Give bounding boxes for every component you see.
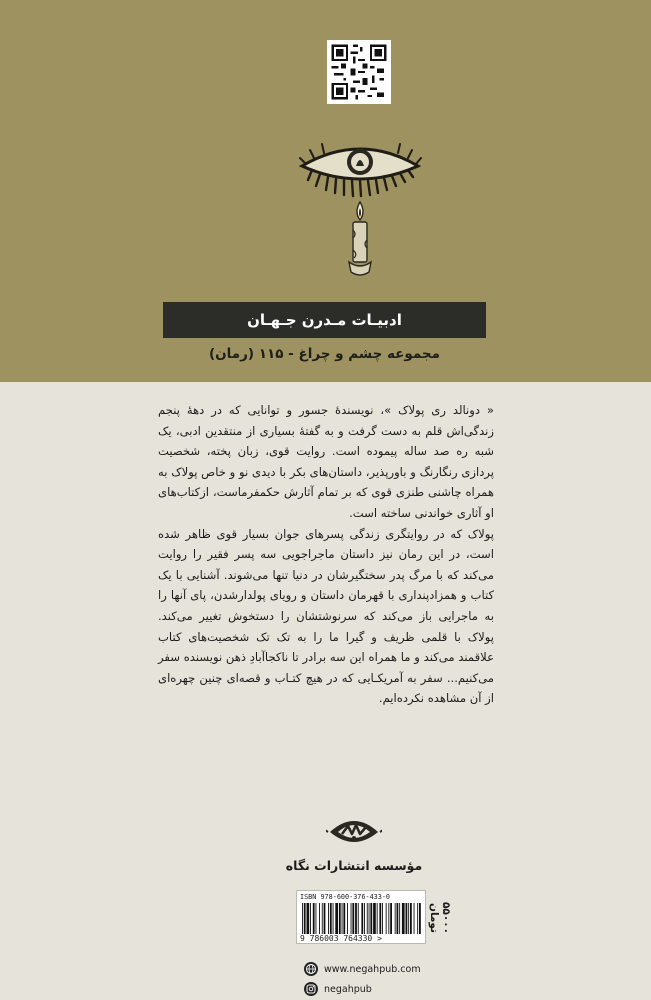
back-cover-blurb [158, 400, 494, 709]
price-label: ۵۵۰۰۰ تومان [428, 901, 452, 935]
instagram-icon [304, 982, 318, 996]
series-title-banner [163, 302, 486, 338]
globe-icon [304, 962, 318, 976]
isbn-barcode [296, 890, 426, 944]
publisher-name: مؤسسه انتشارات نگاه [285, 858, 423, 873]
collection-line: مجموعه چشم و چراغ - ۱۱۵ (رمان) [208, 346, 441, 362]
barcode-bars [300, 903, 422, 934]
website-link[interactable]: www.negahpub.com [324, 963, 421, 975]
instagram-handle[interactable]: negahpub [324, 983, 372, 995]
blurb-paragraph-2: پولاک که در روایتگری زندگی پسرهای جوان بسیار قوی ظاهر شده است، در این رمان نیز داستان ماجراجویی سه پسر فقیر را روایت می‌کند که با مرگ پدر سختگیرشان در دنیا تنها می‌شوند. آشنایی با یک کتاب و همزادپنداری با قهرمان داستان و رویای پولدارشدن، پای آنها را به ماجرایی باز می‌کند که سرنوشتشان را دستخوش تغییر می‌کند. پولاک با قلمی ظریف و گیرا ما را به تک تک شخصیت‌های کتاب علاقمند می‌کند و ما همراه این سه برادر تا ناکجاآبادِ ذهن نویسنده سفر می‌کنیم... سفر به آمریکـایی که در هیچ کتـاب و قصه‌ای چنین چهره‌ای از آن مشاهده نکرده‌ایم. [158, 526, 494, 706]
eye-emblem-icon [298, 136, 422, 200]
isbn-label: ISBN 978-600-376-433-0 [300, 893, 391, 901]
blurb-paragraph-1: « دونالد ری پولاک »، نویسندهٔ جسور و توانایی که در دههٔ پنجم زندگی‌اش قلم به دست گرفت و به گفتهٔ بسیاری از منتقدین ادبی، یک شبه ره صد ساله پیموده است. روایت قوی، زبان پخته، شخصیت پردازی رنگارنگ و باورپذیر، داستان‌های بکر با دیدی نو و خاص پولاک به همراه چاشنی طنزی قوی که بر تمام آثارش حکمفرماست، ازکتاب‌های او آثاری خواندنی ساخته است. [158, 403, 494, 520]
candle-icon [343, 200, 377, 280]
barcode-digits: 9 786003 764330 > [300, 934, 382, 943]
series-title: ادبیـات مـدرن جـهـان [247, 311, 402, 329]
qr-code-icon[interactable] [327, 40, 391, 104]
website-row[interactable] [304, 962, 421, 976]
instagram-row[interactable] [304, 982, 372, 996]
publisher-logo-icon [326, 812, 382, 852]
